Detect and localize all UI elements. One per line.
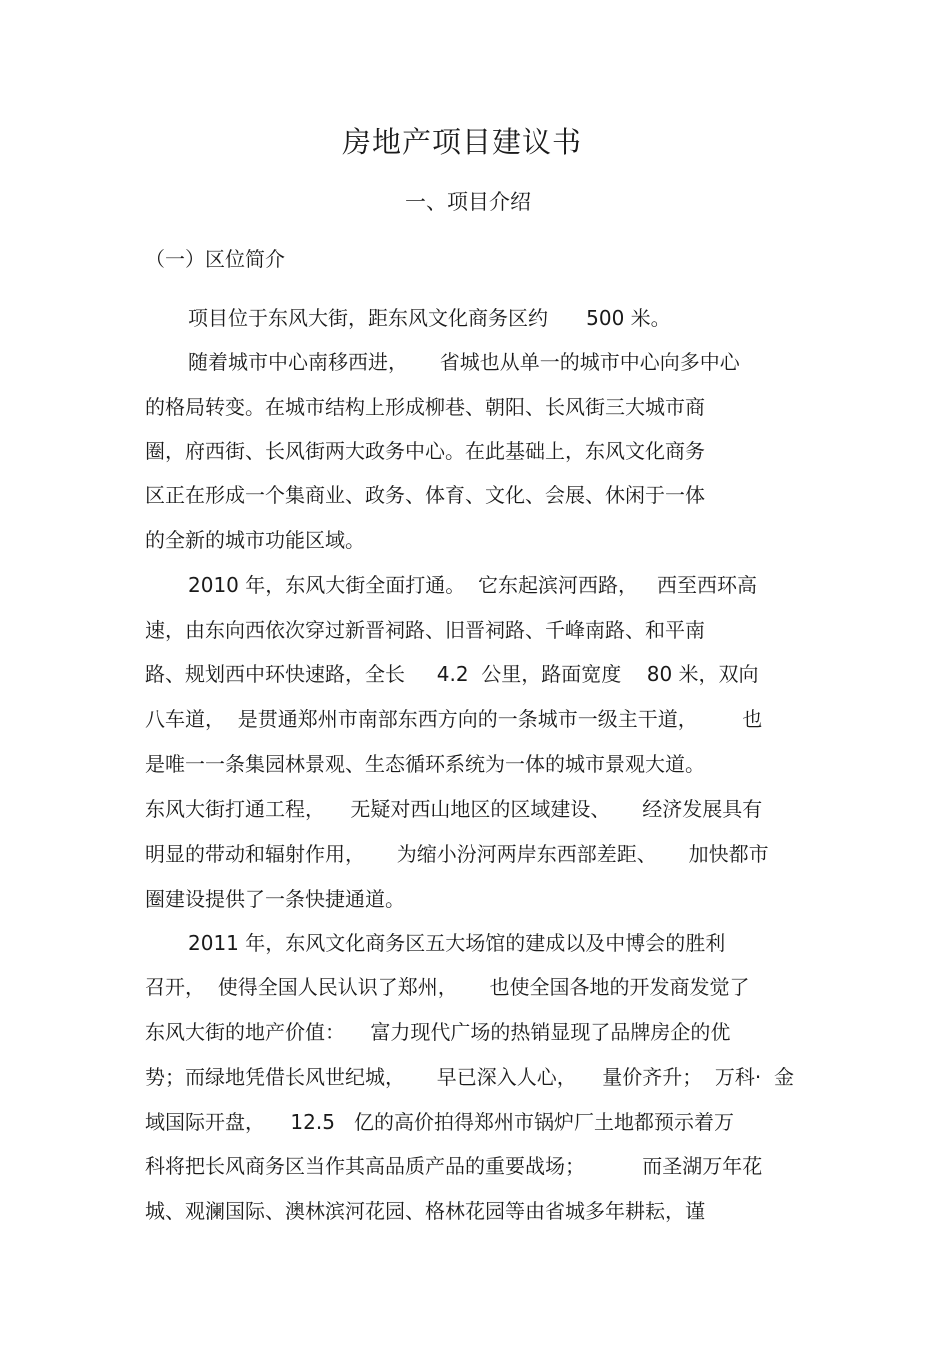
paragraph-line: 圈建设提供了一条快捷通道。 [145,887,405,911]
paragraph-line: 东风大街打通工程， 无疑对西山地区的区域建设、 经济发展具有 [145,797,763,821]
paragraph-line: 科将把长风商务区当作其高品质产品的重要战场； 而圣湖万年花 [145,1154,763,1178]
section-heading: 一、项目介绍 [405,190,531,214]
paragraph-line: 明显的带动和辐射作用， 为缩小汾河两岸东西部差距、 加快都市 [145,842,769,866]
document-title: 房地产项目建议书 [341,125,582,159]
paragraph-line: 的全新的城市功能区域。 [145,528,365,552]
paragraph-line: 八车道， 是贯通郑州市南部东西方向的一条城市一级主干道， 也 [145,707,763,731]
paragraph-line: 是唯一一条集园林景观、生态循环系统为一体的城市景观大道。 [145,752,705,776]
paragraph-line: 2011 年，东风文化商务区五大场馆的建成以及中博会的胜利 [188,931,726,955]
paragraph-line: 速，由东向西依次穿过新晋祠路、旧晋祠路、千峰南路、和平南 [145,618,705,642]
paragraph-line: 召开， 使得全国人民认识了郑州， 也使全国各地的开发商发觉了 [145,975,750,999]
paragraph-line: 路、规划西中环快速路，全长 4.2 公里，路面宽度 80 米，双向 [145,662,759,686]
paragraph-line: 随着城市中心南移西进， 省城也从单一的城市中心向多中心 [188,350,740,374]
paragraph-line: 项目位于东风大街，距东风文化商务区约 500 米。 [188,306,671,330]
paragraph-line: 城、观澜国际、澳林滨河花园、格林花园等由省城多年耕耘，谨 [145,1199,705,1223]
paragraph-line: 域国际开盘， 12.5 亿的高价拍得郑州市锅炉厂土地都预示着万 [145,1110,735,1134]
paragraph-line: 区正在形成一个集商业、政务、体育、文化、会展、休闲于一体 [145,483,705,507]
paragraph-line: 2010 年，东风大街全面打通。 它东起滨河西路， 西至西环高 [188,573,758,597]
paragraph-line: 的格局转变。在城市结构上形成柳巷、朝阳、长风街三大城市商 [145,395,705,419]
paragraph-line: 圈，府西街、长风街两大政务中心。在此基础上，东风文化商务 [145,439,705,463]
paragraph-line: 势；而绿地凭借长风世纪城， 早已深入人心， 量价齐升； 万科· 金 [145,1065,795,1089]
paragraph-line: 东风大街的地产价值： 富力现代广场的热销显现了品牌房企的优 [145,1020,731,1044]
subsection-heading: （一）区位简介 [145,247,285,271]
